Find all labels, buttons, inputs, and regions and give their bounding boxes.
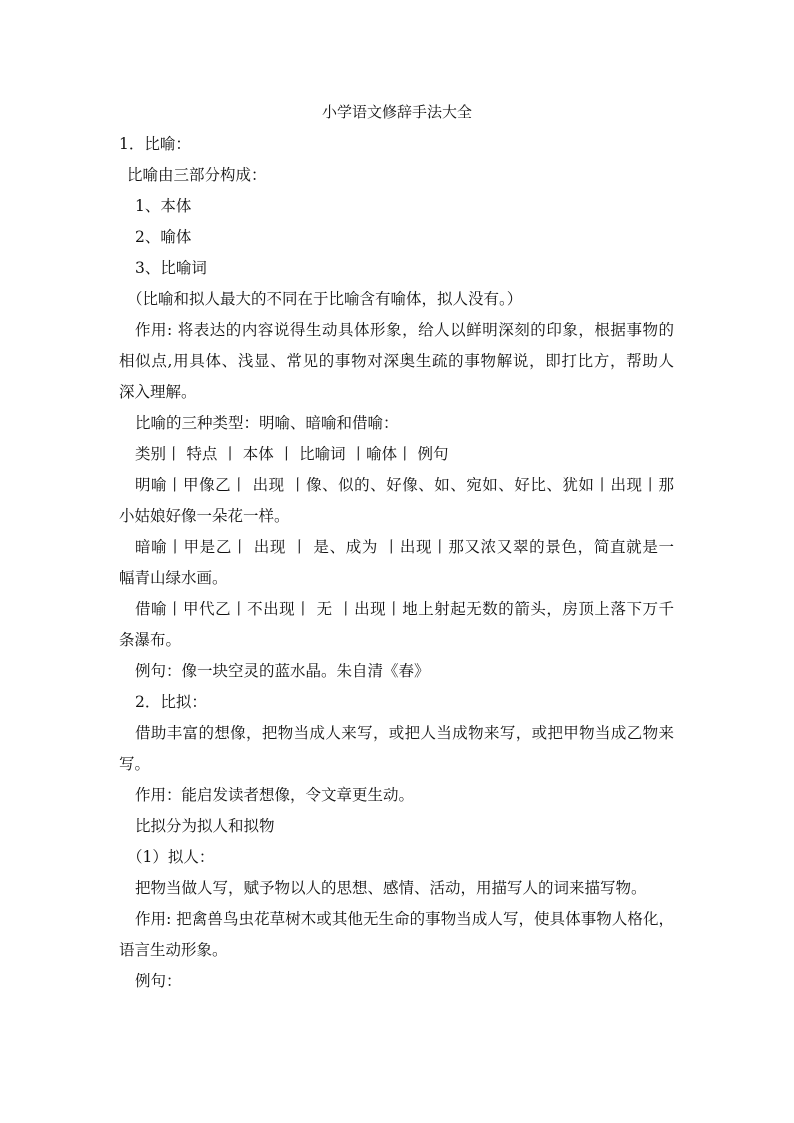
text-line: 1、本体 — [135, 197, 192, 215]
document-title: 小学语文修辞手法大全 — [321, 103, 472, 121]
text-line: 3、比喻词 — [135, 259, 207, 277]
text-line: 作用: 将表达的内容说得生动具体形象，给人以鲜明深刻的印象，根据事物的 — [135, 321, 674, 339]
text-line: 作用：能启发读者想像，令文章更生动。 — [135, 786, 415, 804]
text-line: 作用: 把禽兽鸟虫花草树木或其他无生命的事物当成人写，使具体事物人格化， — [135, 910, 674, 928]
text-line: 条瀑布。 — [119, 631, 182, 649]
text-line: 明喻丨甲像乙丨 出现 丨像、似的、好像、如、宛如、好比、犹如丨出现丨那 — [135, 476, 674, 494]
text-line: 例句：像一块空灵的蓝水晶。朱自清《春》 — [135, 662, 430, 680]
text-line: 语言生动形象。 — [119, 941, 228, 959]
text-line: 写。 — [119, 755, 151, 773]
text-line: 相似点,用具体、浅显、常见的事物对深奥生疏的事物解说，即打比方，帮助人 — [119, 352, 674, 370]
section-heading: 2．比拟： — [135, 693, 207, 711]
text-line: 借喻丨甲代乙丨不出现丨 无 丨出现丨地上射起无数的箭头，房顶上落下万千 — [135, 600, 674, 618]
text-line: （比喻和拟人最大的不同在于比喻含有喻体，拟人没有。） — [127, 290, 523, 308]
text-line: 1．比喻： — [119, 135, 191, 153]
table-header-line: 类别丨 特点 丨 本体 丨 比喻词 丨喻体丨 例句 — [135, 445, 449, 463]
text-line: 借助丰富的想像，把物当成人来写，或把人当成物来写，或把甲物当成乙物来 — [135, 724, 674, 742]
text-line: 2、喻体 — [135, 228, 192, 246]
text-line: 比喻由三部分构成： — [127, 166, 267, 184]
text-line: 比喻的三种类型：明喻、暗喻和借喻： — [135, 414, 399, 432]
text-line: 把物当做人写，赋予物以人的思想、感情、活动，用描写人的词来描写物。 — [135, 879, 647, 897]
text-line: 比拟分为拟人和拟物 — [135, 817, 275, 835]
text-line: 小姑娘好像一朵花一样。 — [119, 507, 290, 525]
text-line: 幅青山绿水画。 — [119, 569, 228, 587]
text-line: 暗喻丨甲是乙丨 出现 丨 是、成为 丨出现丨那又浓又翠的景色，简直就是一 — [135, 538, 674, 556]
text-line: 深入理解。 — [119, 383, 197, 401]
text-line: 例句： — [135, 972, 182, 990]
text-line: （1）拟人： — [127, 848, 215, 866]
